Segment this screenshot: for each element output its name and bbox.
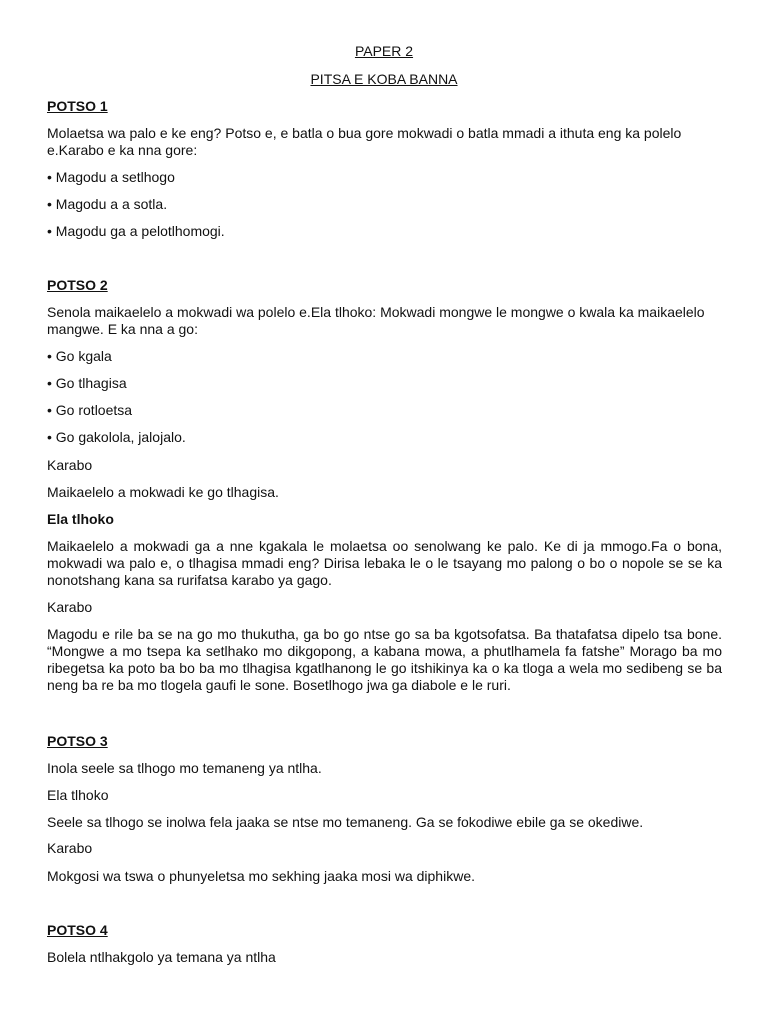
question-3-answer-label: Karabo: [47, 840, 93, 856]
question-1-bullet-3: • Magodu ga a pelotlhomogi.: [47, 223, 225, 239]
question-1-text: Molaetsa wa palo e ke eng? Potso e, e batla o bua gore mokwadi o batla mmadi a ithuta eng ka polelo e.Karabo e ka nna gore:: [47, 125, 682, 158]
question-4-text: Bolela ntlhakgolo ya temana ya ntlha: [47, 949, 276, 965]
question-2-note: Maikaelelo a mokwadi ga a nne kgakala le molaetsa oo senolwang ke palo. Ke di ja mmogo.Fa o bona, mokwadi wa palo e, o tlhagisa mmadi eng? Dirisa lebaka le o le tsayang mo palong o bo o nopole se se ka nonotshang kana sa rurifatsa karabo ya gago.: [47, 538, 722, 588]
question-3-note-label: Ela tlhoko: [47, 787, 109, 803]
question-3-note: Seele sa tlhogo se inolwa fela jaaka se ntse mo temaneng. Ga se fokodiwe ebile ga se okediwe.: [47, 814, 644, 830]
question-4-heading: POTSO 4: [47, 922, 108, 938]
question-3-text: Inola seele sa tlhogo mo temaneng ya ntlha.: [47, 760, 322, 776]
document-subtitle: PITSA E KOBA BANNA: [310, 71, 458, 87]
question-2-bullet-4: • Go gakolola, jalojalo.: [47, 429, 186, 445]
question-3-heading: POTSO 3: [47, 733, 108, 749]
question-1-bullet-1: • Magodu a setlhogo: [47, 169, 175, 185]
question-1-bullet-2: • Magodu a a sotla.: [47, 196, 168, 212]
question-2-answer2-label: Karabo: [47, 599, 93, 615]
question-2-answer: Maikaelelo a mokwadi ke go tlhagisa.: [47, 484, 279, 500]
question-2-bullet-2: • Go tlhagisa: [47, 375, 127, 391]
question-2-note-label: Ela tlhoko: [47, 511, 114, 527]
question-2-answer-label: Karabo: [47, 457, 93, 473]
question-2-answer2: Magodu e rile ba se na go mo thukutha, ga bo go ntse go sa ba kgotsofatsa. Ba thatafatsa dipelo tsa bone. “Mongwe a mo tsepa ka setlhako mo dikgopong, a kabana mowa, a phutlhamela fa fatshe” Morago ba mo ribegetsa ka poto ba bo ba mo tlhagisa kgatlhanong le go itshikinya ka o ka tloga a wela mo sedibeng se ba neng ba re ba mo tlogela gaufi le sone. Bosetlhogo jwa ga diabole e le ruri.: [47, 626, 722, 693]
question-2-bullet-1: • Go kgala: [47, 348, 112, 364]
question-2-heading: POTSO 2: [47, 277, 108, 293]
paper-title: PAPER 2: [354, 43, 414, 59]
question-1-heading: POTSO 1: [47, 98, 108, 114]
question-3-answer: Mokgosi wa tswa o phunyeletsa mo sekhing jaaka mosi wa diphikwe.: [47, 868, 475, 884]
question-2-bullet-3: • Go rotloetsa: [47, 402, 133, 418]
question-2-text: Senola maikaelelo a mokwadi wa polelo e.Ela tlhoko: Mokwadi mongwe le mongwe o kwala ka maikaelelo mangwe. E ka nna a go:: [47, 304, 705, 337]
